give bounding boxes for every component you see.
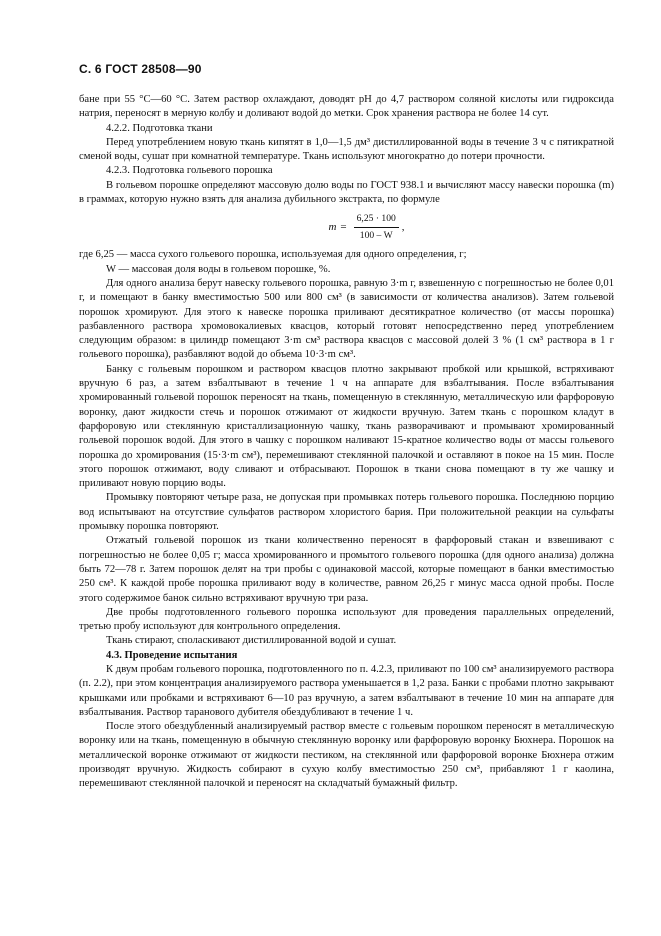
formula <box>79 210 614 244</box>
formula-legend: W — массовая доля воды в гольевом порошке, %. <box>106 263 331 275</box>
fraction <box>354 212 399 244</box>
formula-legend: где 6,25 — масса сухого гольевого порошка, используемая для одного определения, г; <box>79 249 467 261</box>
document-body <box>79 93 614 792</box>
subsection-heading: 4.2.2. Подготовка ткани <box>106 122 213 134</box>
fraction-denominator: 100 – W <box>359 229 393 241</box>
section-heading: 4.3. Проведение испытания <box>106 649 238 661</box>
paragraph: Банку с гольевым порошком и раствором квасцов плотно закрывают пробкой или крышкой, встряхивают вручную 6 раз, а затем взбалтывают в течение 1 ч на аппарате для взбалтывания. После взбалтывания хромированный гольевой порошок переносят на ткань, помещенную в стеклянную, металлическую или фарфоровую воронку, дают жидкости стечь и порошок отжимают от жидкости вручную. Затем ткань с порошком кладут в фарфоровую или стеклянную кристаллизационную чашку, ткань разворачивают и промывают хромированный гольевой порошок водой. Для этого в чашку с порошком наливают 15-кратное количество воды от массы гольевого порошка до хромирования (15·3·m см³), перемешивают стеклянной палочкой и оставляют в покое на 15 мин. После этого порошок отжимают, воду сливают и отбрасывают. Порошок в ткани снова помещают в ту же чашку и приливают новую порцию воды. <box>79 363 614 490</box>
paragraph: Отжатый гольевой порошок из ткани количественно переносят в фарфоровый стакан и взвешивают с погрешностью не более 0,05 г; масса хромированного и промытого гольевого порошка (для одного анализа) должна быть 72—78 г. Затем порошок делят на три пробы с одинаковой массой, которые помещают в банки вместимостью 250 см³. К каждой пробе порошка приливают воду в количестве, равном 26,25 г минус масса одной пробы. После этого содержимое банок сильно встряхивают вручную три раза. <box>79 535 614 604</box>
paragraph: бане при 55 °С—60 °С. Затем раствор охлаждают, доводят рН до 4,7 раствором соляной кислоты или гидроксида натрия, переносят в мерную колбу и доливают водой до метки. Срок хранения раствора не более 14 сут. <box>79 94 614 120</box>
subsection-heading: 4.2.3. Подготовка гольевого порошка <box>106 165 273 177</box>
formula-lhs: m <box>328 221 337 234</box>
paragraph: Промывку повторяют четыре раза, не допуская при промывках потерь гольевого порошка. Последнюю порцию вод испытывают на отсутствие сульфатов раствором хлористого бария. При положительной реакции на сульфаты промывку порошка повторяют. <box>79 492 614 533</box>
page-header: С. 6 ГОСТ 28508—90 <box>79 62 202 76</box>
paragraph: Перед употреблением новую ткань кипятят в 1,0—1,5 дм³ дистиллированной воды в течение 3 ч с пятикратной сменой воды, сушат при комнатной температуре. Ткань используют многократно до потери прочности. <box>79 136 614 163</box>
paragraph: Для одного анализа берут навеску гольевого порошка, равную 3·m г, взвешенную с погрешностью не более 0,01 г, и помещают в банку вместимостью 500 или 800 см³ (в зависимости от количества анализов). Затем гольевой порошок хромируют. Для этого к навеске порошка приливают десятикратное количество (от массы порошка) разбавленного раствора хромовокалиевых квасцов, который готовят непосредственно перед употреблением следующим образом: в цилиндр помещают 3·m см³ раствора квасцов с массовой долей 3 % (1 см³ раствора в 1 г гольевого порошка), разбавляют водой до объема 10·3·m см³. <box>79 277 614 361</box>
paragraph: Две пробы подготовленного гольевого порошка используют для проведения параллельных определений, третью пробу используют для контрольного определения. <box>79 606 614 633</box>
paragraph: После этого обездубленный анализируемый раствор вместе с гольевым порошком переносят в металлическую воронку или на ткань, помещенную в обычную стеклянную воронку или фарфоровую воронку Бюхнера. Порошок на металлической воронке отжимают от жидкости пестиком, на стеклянной или фарфоровой воронке Бюхнера отжим производят вручную. Жидкость собирают в сухую колбу вместимостью 250 см³, прибавляют 1 г каолина, перемешивают стеклянной палочкой и переносят на складчатый бумажный фильтр. <box>79 721 614 790</box>
formula-trail: , <box>401 221 405 234</box>
fraction-numerator: 6,25 · 100 <box>354 212 399 228</box>
paragraph: Ткань стирают, споласкивают дистиллированной водой и сушат. <box>106 635 397 647</box>
paragraph: К двум пробам гольевого порошка, подготовленного по п. 4.2.3, приливают по 100 см³ анализируемого раствора (п. 2.2), при этом концентрация анализируемого раствора уменьшается в 1,2 раза. Банки с пробами плотно закрывают крышками или пробками и встряхивают 6—10 раз вручную, а затем взбалтывают в течение 10 мин на аппарате для взбалтывания. Раствор таранового дубителя обездубливают в течение 1 ч. <box>79 663 614 718</box>
equals-sign: = <box>340 221 347 234</box>
paragraph: В гольевом порошке определяют массовую долю воды по ГОСТ 938.1 и вычисляют массу навески порошка (m) в граммах, которую нужно взять для анализа дубильного экстракта, по формуле <box>79 179 614 206</box>
